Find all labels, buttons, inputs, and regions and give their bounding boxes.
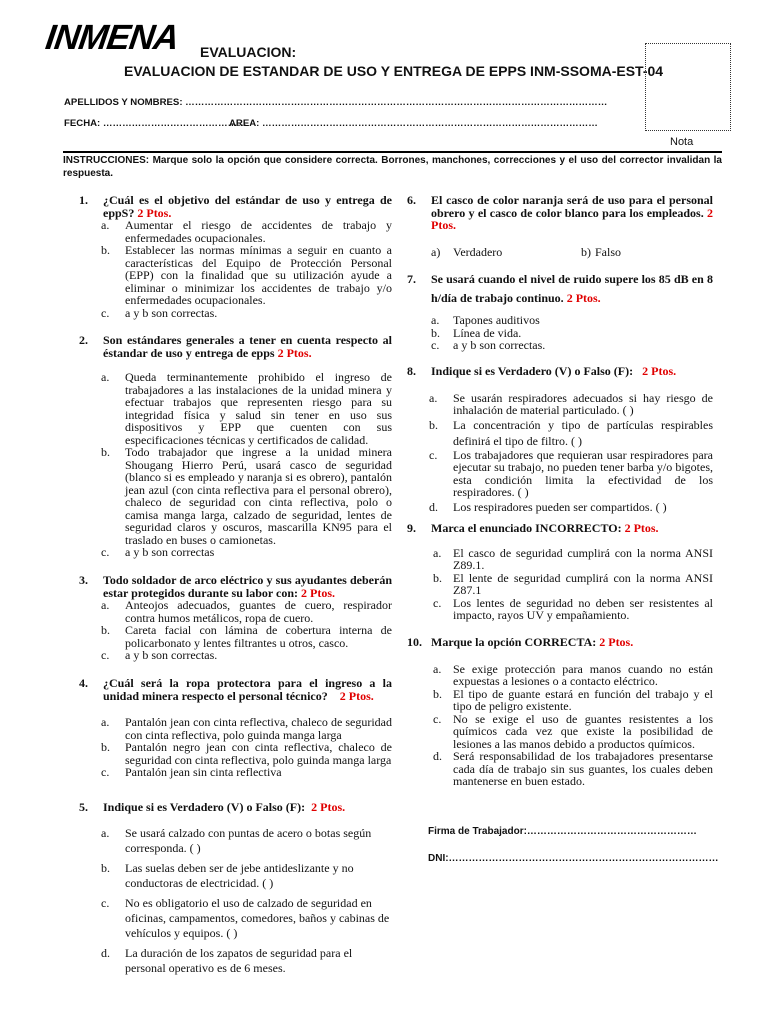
- signature-field[interactable]: Firma de Trabajador:……………………………………………: [428, 826, 697, 837]
- option-d[interactable]: d. Será responsabilidad de los trabajadores presentarse cada día de trabajo sin sus guantes, los cuales deben mantenerse en buen estado.: [433, 749, 713, 788]
- points-badge: 2 Ptos.: [339, 688, 374, 703]
- area-field[interactable]: AREA: ……………………………………………………………………………………………: [229, 118, 598, 129]
- option-a[interactable]: a. Se exige protección para manos cuando no están expuestas a lesiones o a contacto eléctrico.: [433, 661, 713, 688]
- points-badge: 2 Ptos.: [599, 635, 634, 649]
- company-logo: INMENA: [43, 18, 181, 57]
- question-text: Marque la opción CORRECTA:: [431, 635, 597, 649]
- question-1: [79, 194, 392, 319]
- points-badge: 2 Ptos.: [137, 205, 172, 220]
- option-c[interactable]: c. a y b son correctas.: [101, 648, 218, 662]
- points-badge: 2 Ptos.: [624, 521, 659, 535]
- option-b[interactable]: b. El tipo de guante estará en función del trabajo y el tipo de peligro existente.: [433, 686, 713, 713]
- question-text: Son estándares generales a tener en cuenta respecto al éstandar de uso y entrega de epps: [103, 333, 392, 360]
- option-c[interactable]: c. a y b son correctas.: [101, 305, 218, 320]
- option-c[interactable]: c. No es obligatorio el uso de calzado de seguridad en oficinas, campamentos, comedores, baños y cabinas de vehículos y equipos. ( ): [101, 896, 390, 940]
- option-a[interactable]: a. Queda terminantemente prohibido el ingreso de trabajadores a las instalaciones de la unidad minera y efectuar trabajos que representen riesgo para su integridad física y salud sin tener en uso sus dispositivos y EPP que cuenten con sus especificaciones técnicas y certificados de calidad.: [101, 370, 392, 447]
- question-number: 7.: [407, 272, 416, 286]
- question-number: 6.: [407, 193, 416, 207]
- option-c[interactable]: c. a y b son correctas: [101, 545, 215, 559]
- option-b[interactable]: b. Careta facial con lámina de cobertura interna de policarbonato y lentes filtrantes u otros, casco.: [101, 623, 392, 650]
- question-text: ¿Cuál será la ropa protectora para el ingreso a la unidad minera respecto el personal técnico?: [103, 676, 392, 703]
- option-b[interactable]: b. La concentración y tipo de partículas respirables definirá el tipo de filtro. ( ): [429, 417, 713, 448]
- question-text: Indique si es Verdadero (V) o Falso (F):: [103, 800, 306, 814]
- option-c[interactable]: c. a y b son correctas.: [431, 338, 546, 352]
- question-text: Todo soldador de arco eléctrico y sus ayudantes deberán estar protegidos durante su labor con:: [103, 573, 392, 600]
- question-5: [79, 800, 392, 976]
- question-text: El casco de color naranja será de uso para el personal obrero y el casco de color blanco para los empleados.: [431, 193, 713, 220]
- page-title: EVALUACION:: [200, 44, 297, 60]
- option-c[interactable]: c. Los trabajadores que requieran usar respiradores para ejecutar su trabajo, no pueden tener barba y/o bigotes, esta condición limita la efectividad de los respiradores. ( ): [429, 447, 713, 499]
- question-4: [79, 677, 392, 779]
- grade-label: Nota: [670, 136, 694, 148]
- question-number: 2.: [79, 333, 88, 347]
- points-badge: 2 Ptos.: [301, 585, 336, 600]
- question-number: 9.: [407, 521, 416, 535]
- option-d[interactable]: d. La duración de los zapatos de seguridad para el personal operativo es de 6 meses.: [101, 946, 353, 975]
- points-badge: 2 Ptos.: [431, 205, 714, 232]
- points-badge: 2 Ptos.: [277, 345, 312, 360]
- option-b[interactable]: b. El lente de seguridad cumplirá con la norma ANSI Z87.1: [433, 570, 713, 597]
- question-3: [79, 574, 392, 662]
- points-badge: 2 Ptos.: [642, 364, 677, 378]
- question-text: Se usará cuando el nivel de ruido supere los 85 dB en 8 h/día de trabajo continuo.: [431, 272, 713, 305]
- question-8: [407, 365, 713, 513]
- option-a[interactable]: a. Se usará calzado con puntas de acero o botas según corresponda. ( ): [101, 826, 372, 855]
- option-c[interactable]: c. No se exige el uso de guantes resistentes a los químicos cada vez que existe la posibilidad de lesiones a las manos debido a productos químicos.: [433, 711, 713, 751]
- option-b[interactable]: b. Línea de vida.: [431, 325, 522, 340]
- option-b[interactable]: b. Pantalón negro jean con cinta reflectiva, chaleco de seguridad con cinta reflectiva, polo guinda manga larga: [101, 740, 392, 767]
- question-number: 3.: [79, 573, 88, 587]
- option-a[interactable]: a. Aumentar el riesgo de accidentes de trabajo y enfermedades ocupacionales.: [101, 218, 392, 245]
- option-a[interactable]: a. Anteojos adecuados, guantes de cuero, respirador contra humos metálicos, ropa de cuero.: [101, 598, 392, 625]
- points-badge: 2 Ptos.: [311, 800, 346, 814]
- option-b[interactable]: b) Falso: [581, 244, 622, 259]
- date-field[interactable]: FECHA: ………………………………………: [64, 118, 247, 129]
- points-badge: 2 Ptos.: [566, 291, 601, 305]
- option-b[interactable]: b. Establecer las normas mínimas a seguir en cuanto a características del Equipo de Protección Personal (EPP) con la finalidad que su utilización ayude a eliminar o minimizar los accidentes de trabajo y/o enfermedades ocupacionales.: [101, 243, 392, 307]
- question-number: 8.: [407, 364, 416, 378]
- grade-box[interactable]: [645, 43, 731, 131]
- question-number: 1.: [79, 193, 88, 207]
- question-number: 10.: [407, 635, 422, 649]
- evaluation-subtitle: EVALUACION DE ESTANDAR DE USO Y ENTREGA DE EPPS INM-SSOMA-EST-04: [124, 63, 664, 79]
- option-d[interactable]: d. Los respiradores pueden ser compartidos. ( ): [429, 499, 667, 514]
- question-number: 4.: [79, 676, 88, 690]
- dni-field[interactable]: DNI:………………………………………………………………………: [428, 853, 719, 864]
- question-text: ¿Cuál es el objetivo del estándar de uso y entrega de eppS?: [103, 193, 392, 220]
- option-c[interactable]: c. Pantalón jean sin cinta reflectiva: [101, 765, 282, 779]
- option-b[interactable]: b. Las suelas deben ser de jebe antideslizante y no conductoras de electricidad. ( ): [101, 861, 354, 890]
- option-c[interactable]: c. Los lentes de seguridad no deben ser resistentes al impacto, rayos UV y empañamiento.: [433, 595, 713, 622]
- option-a[interactable]: a. Se usarán respiradores adecuados si hay riesgo de inhalación de material particulado. ( ): [429, 390, 713, 417]
- question-7: [407, 270, 713, 352]
- option-a[interactable]: a) Verdadero: [431, 244, 503, 259]
- option-a[interactable]: a. El casco de seguridad cumplirá con la norma ANSI Z89.1.: [433, 545, 713, 572]
- question-text: Marca el enunciado INCORRECTO:: [431, 521, 622, 535]
- question-6: [407, 194, 713, 258]
- question-9: [407, 522, 713, 622]
- name-field[interactable]: APELLIDOS Y NOMBRES: ……………………………………………………………………………………………………………………: [64, 97, 608, 108]
- question-text: Indique si es Verdadero (V) o Falso (F):: [431, 364, 634, 378]
- question-2: [79, 334, 392, 559]
- question-10: [407, 636, 713, 788]
- option-a[interactable]: a. Tapones auditivos: [431, 313, 540, 327]
- header-divider: [63, 151, 722, 153]
- instructions: INSTRUCCIONES: Marque solo la opción que considere correcta. Borrones, manchones, correcciones y el uso del corrector invalidan la respuesta.: [63, 155, 722, 179]
- option-b[interactable]: b. Todo trabajador que ingrese a la unidad minera Shougang Hierro Perú, usará casco de seguridad (blanco si es empleado y naranja si es obrero), pantalón jean azul (con cinta reflectiva para el personal obrero), chaleco de seguridad con cinta reflectiva, polo o camisa manga larga, calzado de seguridad, lentes de seguridad claros y oscuros, mascarilla KN95 para el traslado en buses o camionetas.: [101, 445, 392, 547]
- question-number: 5.: [79, 800, 88, 814]
- option-a[interactable]: a. Pantalón jean con cinta reflectiva, chaleco de seguridad con cinta reflectiva, polo guinda manga larga: [101, 715, 392, 742]
